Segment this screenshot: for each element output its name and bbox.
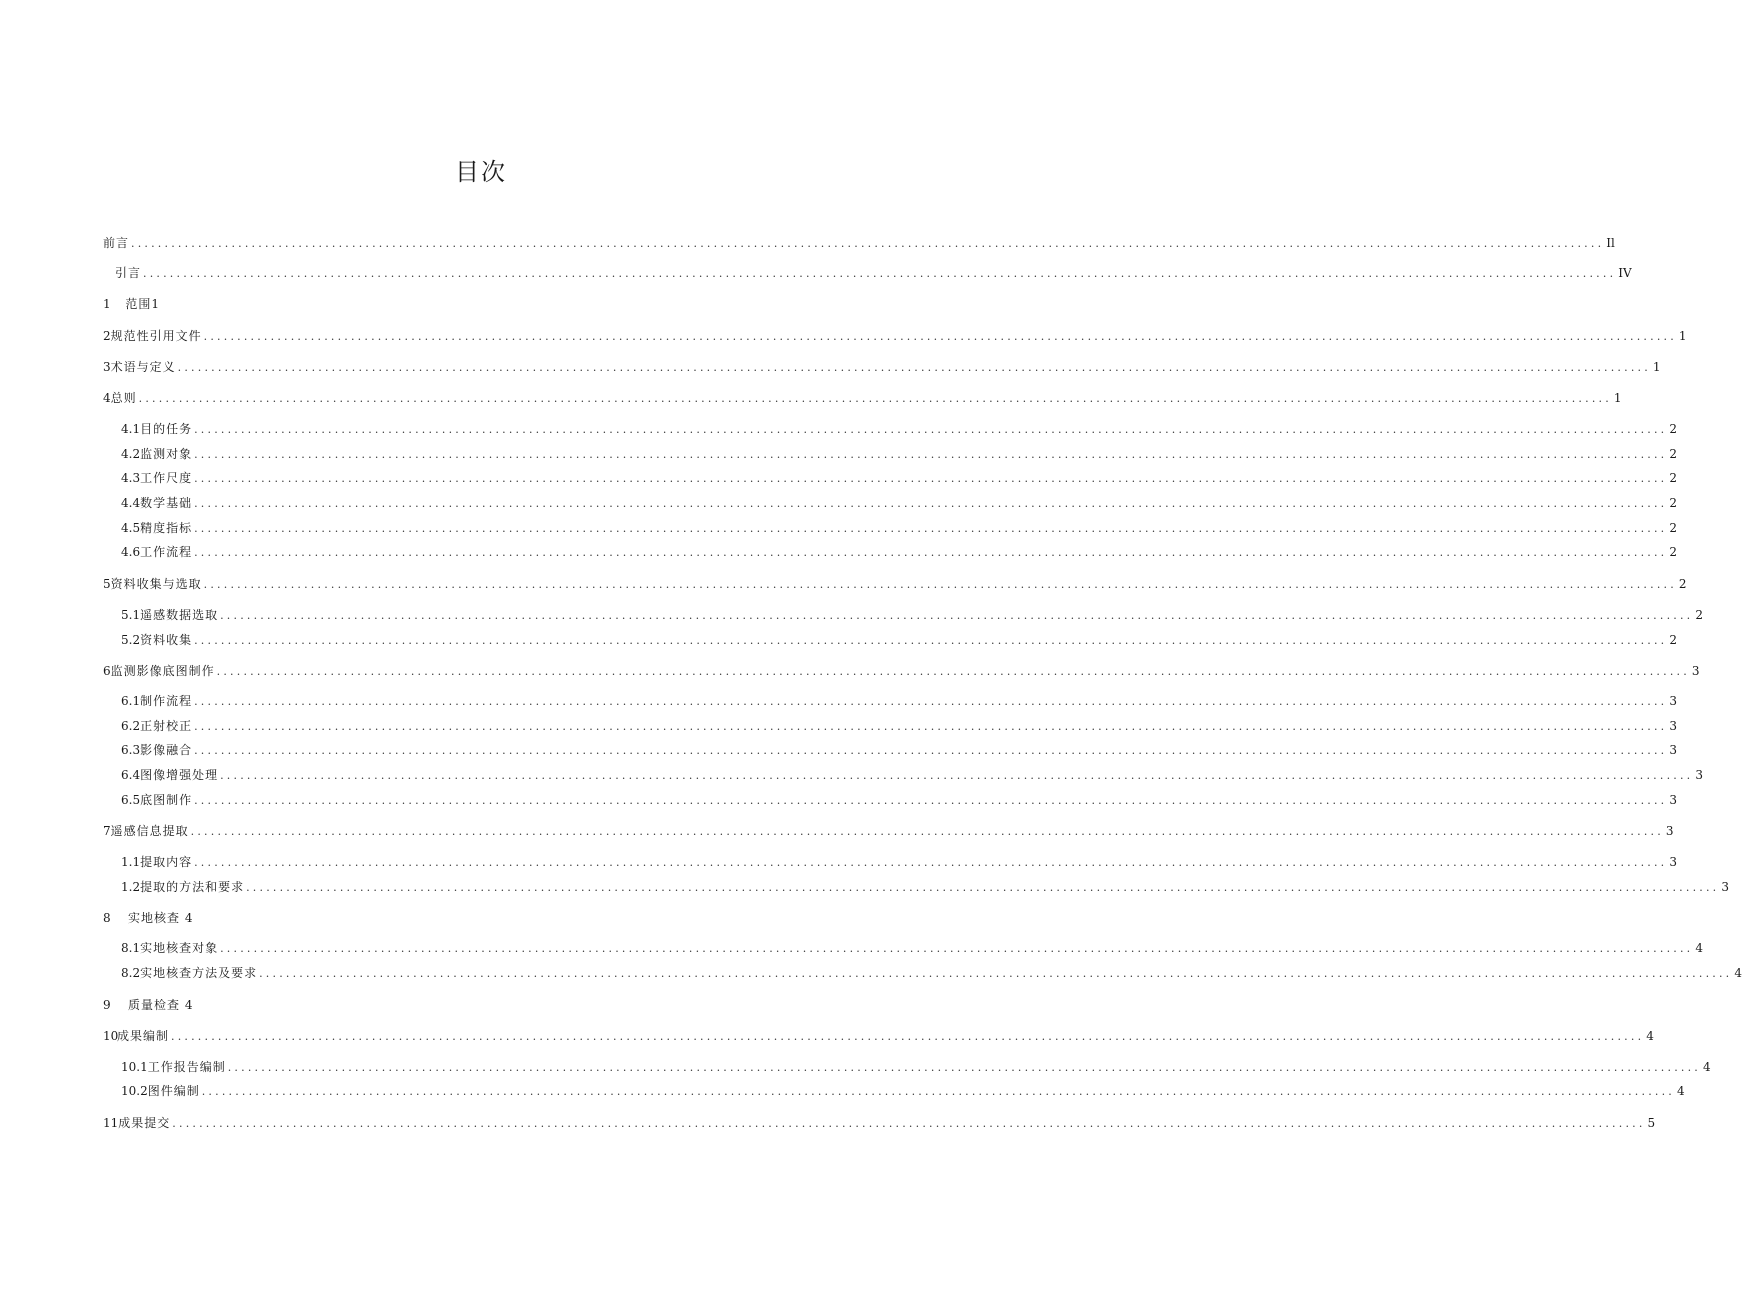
toc-entry-number: 10.1 bbox=[121, 1060, 148, 1074]
toc-entry-label: 精度指标 bbox=[140, 521, 193, 535]
toc-leader-dots: ............................................................................................................................................................................................................................ bbox=[220, 769, 1694, 782]
toc-entry-page: 2 bbox=[1669, 545, 1677, 559]
toc-title: 目次 bbox=[455, 158, 507, 186]
toc-entry-page: 4 bbox=[1702, 1060, 1711, 1074]
toc-entry-number: 4.5 bbox=[121, 521, 141, 535]
toc-entry[interactable] bbox=[103, 294, 160, 314]
toc-leader-dots: ............................................................................................................................................................................................................................ bbox=[194, 472, 1668, 485]
toc-entry[interactable] bbox=[103, 574, 1687, 594]
toc-entry-page: 2 bbox=[1669, 447, 1677, 461]
toc-entry-page: 3 bbox=[1669, 694, 1677, 708]
toc-entry-label: 制作流程 bbox=[140, 694, 193, 708]
toc-entry-page: 3 bbox=[1691, 664, 1700, 678]
toc-entry[interactable] bbox=[121, 691, 1677, 711]
toc-leader-dots: ............................................................................................................................................................................................................................ bbox=[259, 967, 1733, 980]
toc-entry-page: 1 bbox=[1678, 329, 1687, 343]
toc-entry-number: 1.1 bbox=[121, 855, 141, 869]
toc-entry[interactable] bbox=[121, 852, 1677, 872]
toc-entry-page: 3 bbox=[1669, 719, 1677, 733]
toc-entry-page: 2 bbox=[1669, 633, 1677, 647]
toc-entry-label: 实地核查对象 bbox=[140, 941, 219, 955]
toc-entry-label: 影像融合 bbox=[140, 743, 193, 757]
toc-entry[interactable] bbox=[103, 821, 1674, 841]
toc-leader-dots: ............................................................................................................................................................................................................................ bbox=[203, 578, 1677, 591]
toc-entry-label: 实地核查 4 bbox=[128, 911, 194, 925]
toc-leader-dots: ............................................................................................................................................................................................................................ bbox=[194, 856, 1668, 869]
toc-entry-number: 7 bbox=[103, 824, 111, 838]
toc-entry-number: 5.1 bbox=[121, 608, 141, 622]
toc-entry[interactable] bbox=[103, 995, 260, 1015]
toc-entry-label: 实地核查方法及要求 bbox=[140, 966, 258, 980]
toc-entry[interactable] bbox=[121, 938, 1703, 958]
toc-entry[interactable] bbox=[103, 661, 1700, 681]
toc-entry[interactable] bbox=[103, 326, 1687, 346]
toc-entry-label: 规范性引用文件 bbox=[110, 329, 202, 343]
toc-entry-number: 10 bbox=[103, 1029, 119, 1043]
toc-entry-page: 2 bbox=[1669, 471, 1677, 485]
toc-leader-dots: ............................................................................................................................................................................................................................ bbox=[194, 522, 1668, 535]
toc-entry-page: IV bbox=[1618, 266, 1632, 280]
toc-entry-label: 工作流程 bbox=[140, 545, 193, 559]
toc-entry-label: 提取内容 bbox=[140, 855, 193, 869]
toc-entry-page: 3 bbox=[1721, 880, 1729, 894]
toc-leader-dots: ............................................................................................................................................................................................................................ bbox=[194, 794, 1668, 807]
toc-entry-label: 监测对象 bbox=[140, 447, 193, 461]
toc-leader-dots: ............................................................................................................................................................................................................................ bbox=[203, 330, 1677, 343]
toc-leader-dots: ............................................................................................................................................................................................................................ bbox=[227, 1061, 1701, 1074]
toc-entry-page: 2 bbox=[1669, 496, 1677, 510]
toc-entry-label: 成果提交 bbox=[118, 1116, 171, 1130]
toc-entry-label: 成果编制 bbox=[117, 1029, 170, 1043]
toc-entry[interactable] bbox=[121, 740, 1677, 760]
toc-entry-page: 1 bbox=[1613, 391, 1622, 405]
toc-entry-page: 2 bbox=[1695, 608, 1703, 622]
toc-entry[interactable] bbox=[121, 605, 1703, 625]
toc-leader-dots: ............................................................................................................................................................................................................................ bbox=[172, 1117, 1646, 1130]
toc-entry-page: Il bbox=[1606, 236, 1615, 250]
toc-entry-number: 9 bbox=[103, 998, 111, 1012]
toc-leader-dots: ............................................................................................................................................................................................................................ bbox=[201, 1085, 1675, 1098]
toc-leader-dots: ............................................................................................................................................................................................................................ bbox=[143, 267, 1617, 280]
toc-entry-label: 图像增强处理 bbox=[140, 768, 219, 782]
toc-entry-label: 目的任务 bbox=[140, 422, 193, 436]
toc-entry-number: 4.1 bbox=[121, 422, 141, 436]
toc-entry-label: 范围1 bbox=[125, 297, 160, 311]
toc-entry-page: 4 bbox=[1695, 941, 1703, 955]
toc-leader-dots: ............................................................................................................................................................................................................................ bbox=[220, 609, 1694, 622]
toc-entry-page: 3 bbox=[1669, 743, 1677, 757]
toc-leader-dots: ............................................................................................................................................................................................................................ bbox=[131, 237, 1605, 250]
toc-entry-page: 2 bbox=[1669, 422, 1677, 436]
toc-entry[interactable] bbox=[121, 444, 1677, 464]
toc-entry[interactable] bbox=[121, 468, 1677, 488]
toc-entry-number: 6.1 bbox=[121, 694, 141, 708]
toc-entry-number: 4.2 bbox=[121, 447, 141, 461]
toc-entry[interactable] bbox=[121, 1057, 1711, 1077]
toc-entry-number: 1 bbox=[103, 297, 111, 311]
toc-entry-number: 5.2 bbox=[121, 633, 141, 647]
toc-entry[interactable] bbox=[103, 1026, 1654, 1046]
toc-entry-page: 2 bbox=[1678, 577, 1687, 591]
toc-entry[interactable] bbox=[103, 1113, 1656, 1133]
toc-leader-dots: ............................................................................................................................................................................................................................ bbox=[220, 942, 1694, 955]
toc-entry-label: 术语与定义 bbox=[110, 360, 176, 374]
toc-entry-number: 2 bbox=[103, 329, 111, 343]
toc-entry-number: 3 bbox=[103, 360, 111, 374]
toc-leader-dots: ............................................................................................................................................................................................................................ bbox=[190, 825, 1664, 838]
toc-entry-number: 8 bbox=[103, 911, 111, 925]
toc-entry-page: 3 bbox=[1669, 793, 1677, 807]
toc-entry[interactable] bbox=[121, 716, 1677, 736]
toc-entry[interactable] bbox=[103, 233, 1615, 253]
toc-entry-number: 4.3 bbox=[121, 471, 141, 485]
toc-leader-dots: ............................................................................................................................................................................................................................ bbox=[194, 744, 1668, 757]
toc-entry-number: 8.1 bbox=[121, 941, 141, 955]
toc-entry-number: 6 bbox=[103, 664, 111, 678]
toc-entry-label: 底图制作 bbox=[140, 793, 193, 807]
toc-entry-label: 工作报告编制 bbox=[147, 1060, 226, 1074]
toc-entry-number: 10.2 bbox=[121, 1084, 148, 1098]
toc-entry-label: 监测影像底图制作 bbox=[110, 664, 215, 678]
toc-entry-page: 4 bbox=[1676, 1084, 1685, 1098]
toc-leader-dots: ............................................................................................................................................................................................................................ bbox=[194, 423, 1668, 436]
toc-entry-number: 5 bbox=[103, 577, 111, 591]
toc-entry[interactable] bbox=[121, 1081, 1685, 1101]
toc-entry-label: 质量检查 4 bbox=[128, 998, 194, 1012]
toc-leader-dots: ............................................................................................................................................................................................................................ bbox=[194, 546, 1668, 559]
toc-entry-label: 引言 bbox=[115, 266, 142, 280]
toc-entry[interactable] bbox=[103, 388, 1622, 408]
toc-entry-page: 3 bbox=[1669, 855, 1677, 869]
toc-entry-number: 6.3 bbox=[121, 743, 141, 757]
toc-entry-label: 遥感数据选取 bbox=[140, 608, 219, 622]
toc-entry-number: 8.2 bbox=[121, 966, 141, 980]
toc-entry[interactable] bbox=[121, 518, 1677, 538]
toc-entry[interactable] bbox=[103, 908, 260, 928]
toc-entry-label: 正射校正 bbox=[140, 719, 193, 733]
toc-entry-page: 2 bbox=[1669, 521, 1677, 535]
toc-leader-dots: ............................................................................................................................................................................................................................ bbox=[171, 1030, 1645, 1043]
toc-entry-page: 1 bbox=[1652, 360, 1661, 374]
toc-entry-page: 4 bbox=[1734, 966, 1742, 980]
toc-leader-dots: ............................................................................................................................................................................................................................ bbox=[194, 695, 1668, 708]
toc-leader-dots: ............................................................................................................................................................................................................................ bbox=[177, 361, 1651, 374]
toc-leader-dots: ............................................................................................................................................................................................................................ bbox=[194, 720, 1668, 733]
toc-entry-number: 6.2 bbox=[121, 719, 141, 733]
toc-entry[interactable] bbox=[121, 542, 1677, 562]
toc-entry[interactable] bbox=[115, 263, 1632, 283]
toc-entry[interactable] bbox=[121, 790, 1677, 810]
toc-entry[interactable] bbox=[121, 877, 1729, 897]
toc-entry[interactable] bbox=[121, 493, 1677, 513]
toc-entry[interactable] bbox=[121, 419, 1677, 439]
toc-leader-dots: ............................................................................................................................................................................................................................ bbox=[246, 881, 1720, 894]
toc-entry-label: 资料收集与选取 bbox=[110, 577, 202, 591]
toc-entry-number: 1.2 bbox=[121, 880, 141, 894]
toc-entry-number: 6.4 bbox=[121, 768, 141, 782]
toc-entry-label: 前言 bbox=[103, 236, 130, 250]
toc-leader-dots: ............................................................................................................................................................................................................................ bbox=[194, 634, 1668, 647]
toc-entry-label: 遥感信息提取 bbox=[110, 824, 189, 838]
toc-entry-page: 4 bbox=[1646, 1029, 1654, 1043]
toc-entry-number: 4.6 bbox=[121, 545, 141, 559]
toc-entry[interactable] bbox=[121, 765, 1703, 785]
toc-leader-dots: ............................................................................................................................................................................................................................ bbox=[194, 448, 1668, 461]
toc-entry-label: 数学基础 bbox=[140, 496, 193, 510]
toc-entry-number: 11 bbox=[103, 1116, 119, 1130]
toc-entry-number: 4 bbox=[103, 391, 111, 405]
toc-leader-dots: ............................................................................................................................................................................................................................ bbox=[216, 665, 1690, 678]
toc-entry[interactable] bbox=[121, 963, 1742, 983]
toc-entry-page: 5 bbox=[1647, 1116, 1656, 1130]
toc-entry-label: 图件编制 bbox=[147, 1084, 200, 1098]
toc-entry[interactable] bbox=[103, 357, 1661, 377]
toc-entry-page: 3 bbox=[1665, 824, 1674, 838]
toc-entry-page: 3 bbox=[1695, 768, 1703, 782]
toc-entry[interactable] bbox=[121, 630, 1677, 650]
toc-entry-label: 总则 bbox=[110, 391, 137, 405]
toc-entry-label: 资料收集 bbox=[140, 633, 193, 647]
toc-entry-label: 提取的方法和要求 bbox=[140, 880, 245, 894]
toc-entry-number: 4.4 bbox=[121, 496, 141, 510]
toc-entry-label: 工作尺度 bbox=[140, 471, 193, 485]
toc-leader-dots: ............................................................................................................................................................................................................................ bbox=[138, 392, 1612, 405]
toc-leader-dots: ............................................................................................................................................................................................................................ bbox=[194, 497, 1668, 510]
toc-entry-number: 6.5 bbox=[121, 793, 141, 807]
